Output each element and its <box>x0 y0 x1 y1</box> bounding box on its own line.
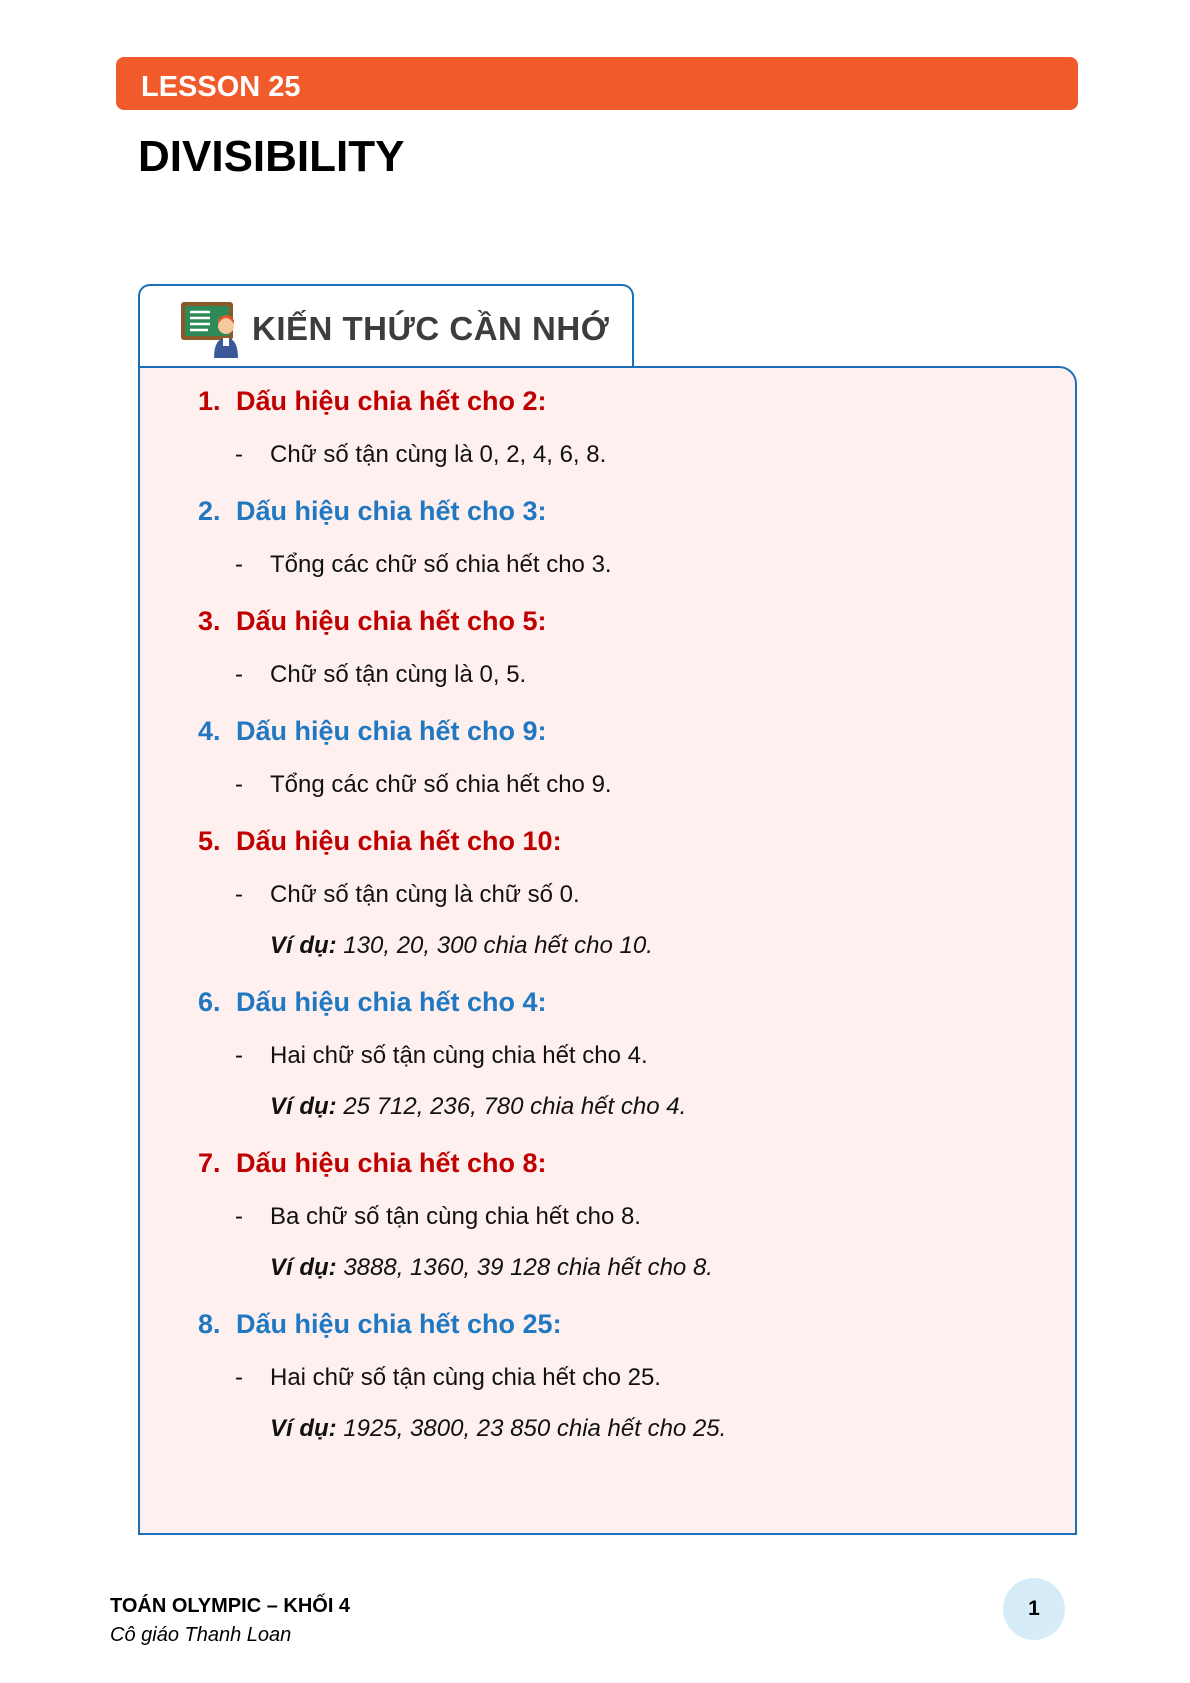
rule-heading: 7. Dấu hiệu chia hết cho 8: <box>198 1148 547 1178</box>
rule-text: - Chữ số tận cùng là 0, 5. <box>235 661 527 688</box>
page-title: DIVISIBILITY <box>138 132 405 181</box>
rule-heading: 4. Dấu hiệu chia hết cho 9: <box>198 716 547 746</box>
rule-heading: 5. Dấu hiệu chia hết cho 10: <box>198 826 562 856</box>
rule-heading: 2. Dấu hiệu chia hết cho 3: <box>198 496 547 526</box>
footer-title: TOÁN OLYMPIC – KHỐI 4 <box>110 1595 351 1617</box>
rule-text: - Ba chữ số tận cùng chia hết cho 8. <box>235 1203 641 1230</box>
section-title: KIẾN THỨC CẦN NHỚ <box>252 310 610 347</box>
rule-text: - Chữ số tận cùng là chữ số 0. <box>235 881 580 908</box>
rule-example: Ví dụ: 25 712, 236, 780 chia hết cho 4. <box>270 1093 687 1120</box>
lesson-banner <box>116 57 1078 110</box>
rule-heading: 6. Dấu hiệu chia hết cho 4: <box>198 987 547 1017</box>
rule-heading: 3. Dấu hiệu chia hết cho 5: <box>198 606 547 636</box>
rule-text: - Hai chữ số tận cùng chia hết cho 25. <box>235 1364 661 1391</box>
rule-example: Ví dụ: 130, 20, 300 chia hết cho 10. <box>270 932 653 959</box>
rule-text: - Chữ số tận cùng là 0, 2, 4, 6, 8. <box>235 441 607 468</box>
teacher-chalkboard-icon <box>180 300 242 358</box>
rule-example: Ví dụ: 3888, 1360, 39 128 chia hết cho 8. <box>270 1254 713 1281</box>
rule-text: - Tổng các chữ số chia hết cho 9. <box>235 771 612 798</box>
section-tab <box>138 284 634 368</box>
rule-heading: 8. Dấu hiệu chia hết cho 25: <box>198 1309 562 1339</box>
page-number-badge: 1 <box>1003 1578 1065 1640</box>
rule-heading: 1. Dấu hiệu chia hết cho 2: <box>198 386 547 416</box>
rule-text: - Tổng các chữ số chia hết cho 3. <box>235 551 612 578</box>
knowledge-box <box>138 366 1077 1535</box>
rule-text: - Hai chữ số tận cùng chia hết cho 4. <box>235 1042 648 1069</box>
lesson-label: LESSON 25 <box>141 71 301 103</box>
rule-example: Ví dụ: 1925, 3800, 23 850 chia hết cho 25. <box>270 1415 727 1442</box>
footer-author: Cô giáo Thanh Loan <box>110 1624 292 1646</box>
